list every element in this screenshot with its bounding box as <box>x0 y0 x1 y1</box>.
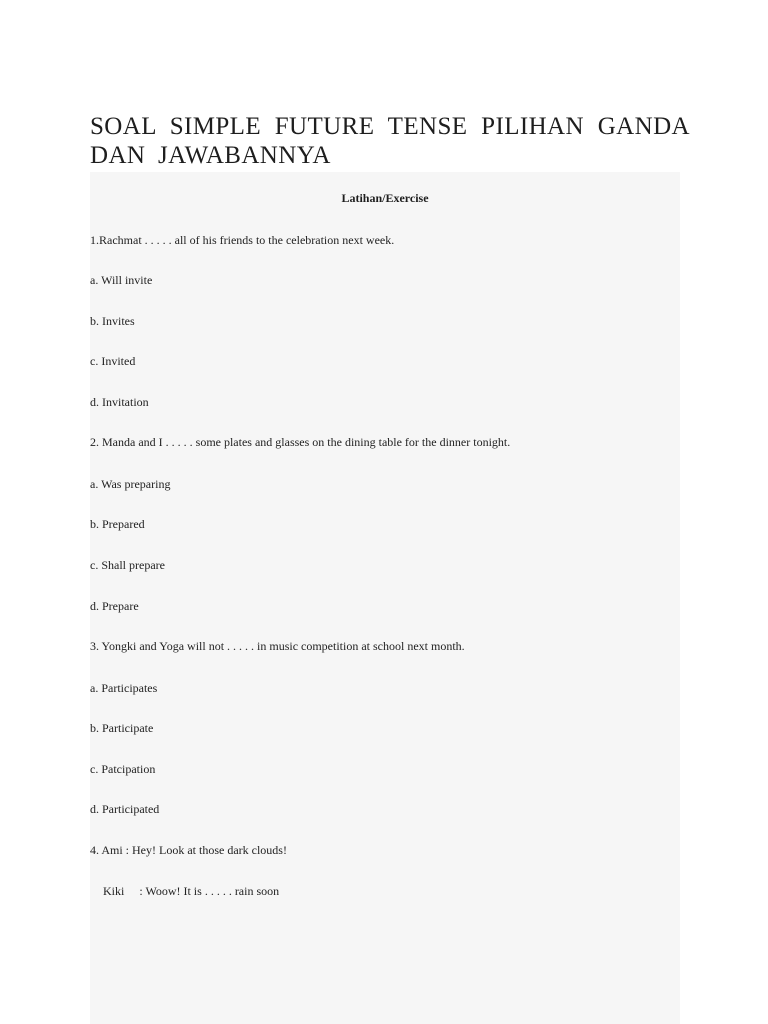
question-3-option-d: d. Participated <box>90 802 160 816</box>
question-2-option-d: d. Prepare <box>90 599 139 613</box>
question-3-text: 3. Yongki and Yoga will not . . . . . in music competition at school next month. <box>90 639 465 653</box>
question-4-dialogue: Kiki : Woow! It is . . . . . rain soon <box>103 884 280 898</box>
question-2-text: 2. Manda and I . . . . . some plates and glasses on the dining table for the dinner tonight. <box>90 435 511 449</box>
question-3-option-a: a. Participates <box>90 681 158 695</box>
question-2-option-b: b. Prepared <box>90 517 145 531</box>
question-4-text: 4. Ami : Hey! Look at those dark clouds! <box>90 843 287 857</box>
document-body <box>90 172 680 1024</box>
question-3-option-b: b. Participate <box>90 721 154 735</box>
question-1-text: 1.Rachmat . . . . . all of his friends to the celebration next week. <box>90 233 395 247</box>
question-1-option-a: a. Will invite <box>90 273 153 287</box>
question-2-option-a: a. Was preparing <box>90 477 171 491</box>
question-3-option-c: c. Patcipation <box>90 762 156 776</box>
question-1-option-d: d. Invitation <box>90 395 149 409</box>
exercise-heading: Latihan/Exercise <box>341 191 429 205</box>
question-1-option-c: c. Invited <box>90 354 136 368</box>
page-title: SOAL SIMPLE FUTURE TENSE PILIHAN GANDA DAN JAWABANNYA <box>90 113 690 169</box>
question-1-option-b: b. Invites <box>90 314 135 328</box>
question-2-option-c: c. Shall prepare <box>90 558 165 572</box>
